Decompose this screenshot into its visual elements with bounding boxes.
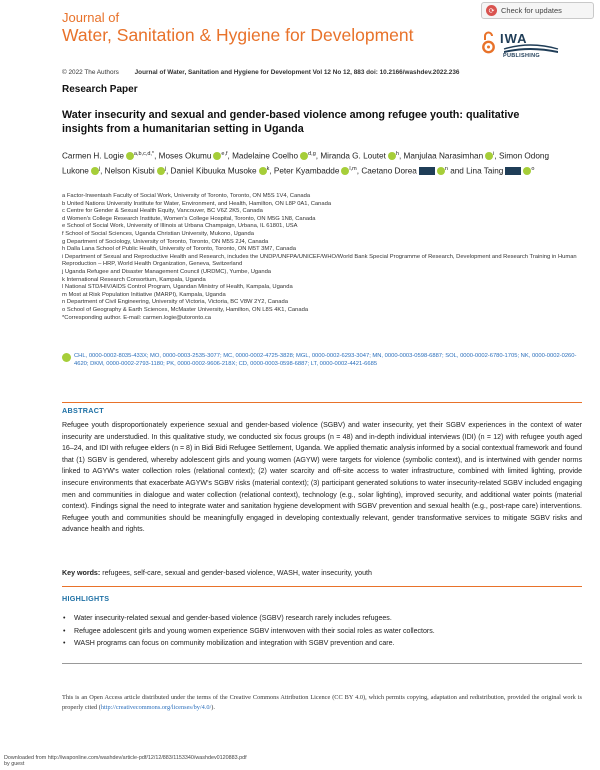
affiliation-item: j Uganda Refugee and Disaster Management Council (URDMC), Yumbe, Uganda [62, 268, 272, 275]
check-for-updates-button[interactable] [481, 2, 594, 19]
author-affiliation-sup: o [531, 166, 535, 173]
orcid-ids[interactable]: CHL, 0000-0002-8035-433X; MO, 0000-0003-2535-3077; MC, 0000-0002-4725-3828; MGL, 0000-0002-6293-3047; MN, 0000-0003-0598-6887; SOL, 0000-0002-6780-1705; NK, 0000-0002-0260-4620; DKM, 0000-0002-2793-1180; PK, 0000-0002-9606-218X; CD, 0000-0003-0598-6887; LT, 0000-0002-4421-6685 [74, 353, 577, 368]
article-title: Water insecurity and sexual and gender-based violence among refugee youth: qualitative insights from a humanitarian setting in Uganda [62, 109, 520, 135]
affiliation-item: g Department of Sociology, University of Toronto, Toronto, ON M5S 2J4, Canada [62, 238, 269, 245]
author-name: Daniel Kibuuka Musoke [170, 166, 257, 176]
journal-reference: Journal of Water, Sanitation and Hygiene for Development Vol 12 No 12, 883 doi: 10.2166/washdev.2022.236 [134, 69, 460, 76]
journal-title-line1: Journal of [62, 10, 120, 25]
author-affiliation-sup: a,b,c,d,* [133, 151, 155, 157]
author-name: Miranda G. Loutet [320, 151, 386, 161]
download-footer-line2: by guest [4, 761, 25, 767]
journal-title-line2: Water, Sanitation & Hygiene for Development [62, 25, 414, 45]
download-footer-line1: Downloaded from http://iwaponline.com/washdev/article-pdf/12/12/883/1153340/washdev0120883.pdf [4, 755, 247, 761]
author-affiliation-sup: l,m [349, 166, 357, 173]
open-access-icon [482, 30, 495, 55]
iwa-publishing-logo-sub: PUBLISHING [503, 53, 540, 59]
author-name: Lina Taing [466, 166, 504, 176]
orcid-icon[interactable] [485, 152, 493, 160]
affiliation-item: i Department of Sexual and Reproductive Health and Research, includes the UNDP/UNFPA/UNICEF/WHO/World Bank Special Programme of Research, Development and Research Training in Human Reproduction – HRP, World Health Organization, Geneva, Switzerland [62, 253, 577, 268]
highlights-heading: HIGHLIGHTS [62, 594, 110, 603]
author-affiliation-sup: k [266, 166, 270, 173]
orcid-icon[interactable] [437, 167, 445, 175]
affiliation-list [62, 193, 582, 322]
paper-type: Research Paper [62, 84, 138, 95]
affiliation-item: d Women's College Research Institute, Women's College Hospital, Toronto, ON M5G 1N8, Canada [62, 215, 316, 222]
iwa-member-icon [505, 167, 521, 175]
copyright-notice: © 2022 The Authors [62, 69, 119, 76]
author-affiliation-sup: e,f [221, 151, 228, 157]
keywords-text: refugees, self-care, sexual and gender-based violence, WASH, water insecurity, youth [102, 569, 372, 577]
affiliation-item: n Department of Civil Engineering, University of Victoria, Victoria, BC V8W 2Y2, Canada [62, 299, 288, 306]
affiliation-item: m Most at Risk Population Initiative (MARPI), Kampala, Uganda [62, 291, 226, 298]
author-name: Peter Kyambadde [273, 166, 340, 176]
refresh-icon: ⟳ [486, 5, 497, 16]
highlight-item: • Refugee adolescent girls and young women experience SGBV interwoven with their social roles as water collectors. [62, 626, 582, 639]
author-name: Simon Odong Lukone [62, 151, 550, 176]
download-footer [4, 755, 247, 767]
author-affiliation-sup: j [164, 166, 166, 173]
author-name: Moses Okumu [158, 151, 212, 161]
orcid-icon[interactable] [259, 167, 267, 175]
highlight-item: • Water insecurity-related sexual and gender-based violence (SGBV) research rarely includes refugees. [62, 613, 582, 626]
abstract-text: Refugee youth disproportionately experience sexual and gender-based violence (SGBV) and water insecurity, yet their SGBV experiences in the context of water insecurity are understudied. In this qualitative study, we conducted six focus groups (n = 48) and in-depth individual interviews (IDI) (n = 12) with refugee youth aged 16–24, and IDI with refugee elders (n = 8) in Bidi Bidi Refugee Settlement, Uganda. We applied thematic analysis informed by a social contextual framework and found that (1) SGBV is gendered, whereby adolescent girls and young women (AGYW) were targets for violence (symbolic context), and is intertwined with gender norms linked to AGYW's water collection roles (relational context); (2) water scarcity and off-site access to water infrastructure, combined with limited lighting, provide insecure environments that exacerbate AGYW's SGBV risks (material context); (3) participant generated solutions to water insecurity-related SGBV included engaging men and communities in dialogue and water collection (relational context), technology (e.g., solar lighting), improved security, and additional water points (material context). Findings signal the need to integrate water and sanitation hygiene development with SGBV prevention and sexual health (e.g., post-rape care) interventions. Refugee youth and communities should be meaningfully engaged in developing contextually relevant, gender transformative services to mitigate SGBV risks and advance health and rights. [62, 422, 582, 534]
keywords [62, 569, 582, 577]
iwa-member-icon [419, 167, 435, 175]
affiliation-item: *Corresponding author. E-mail: carmen.logie@utoronto.ca [62, 314, 211, 321]
orcid-icon[interactable] [157, 167, 165, 175]
keywords-label: Key words: [62, 569, 101, 577]
license-link[interactable]: http://creativecommons.org/licenses/by/4.0/ [100, 704, 212, 712]
author-affiliation-sup: i [493, 151, 495, 157]
author-affiliation-sup: j [98, 166, 101, 173]
affiliation-item: e School of Social Work, University of Illinois at Urbana Champaign, Urbana, IL 61801, USA [62, 223, 298, 230]
orcid-icon[interactable] [91, 167, 99, 175]
affiliation-item: b United Nations University Institute for Water, Environment, and Health, Hamilton, ON L8P 0A1, Canada [62, 200, 332, 207]
author-name: Caetano Dorea [361, 166, 417, 176]
author-name: Nelson Kisubi [104, 166, 155, 176]
author-affiliation-sup: n [444, 166, 448, 173]
author-affiliation-sup: d,g [308, 151, 316, 157]
orcid-icon[interactable] [126, 152, 134, 160]
orcid-icon[interactable] [388, 152, 396, 160]
highlights-list [62, 613, 582, 651]
author-name: Madelaine Coelho [232, 151, 299, 161]
citation-line [62, 69, 582, 76]
license-top-rule [62, 663, 582, 664]
iwa-publishing-logo: IWA [500, 31, 528, 46]
highlight-item: • WASH programs can focus on community mobilization and integration with SGBV prevention and care. [62, 638, 582, 651]
orcid-icon [62, 353, 71, 362]
check-for-updates-label: Check for updates [501, 6, 562, 15]
author-name: Manjulaa Narasimhan [403, 151, 484, 161]
affiliation-item: a Factor-Inwentash Faculty of Social Work, University of Toronto, Toronto, ON M5S 1V4, Canada [62, 193, 311, 199]
orcid-list [62, 352, 582, 369]
author-affiliation-sup: h [395, 151, 399, 157]
author-name: Carmen H. Logie [62, 151, 124, 161]
license-end: ). [211, 704, 215, 712]
affiliation-item: h Dalla Lana School of Public Health, University of Toronto, Toronto, ON M5T 3M7, Canada [62, 246, 296, 253]
affiliation-item: c Centre for Gender & Sexual Health Equity, Vancouver, BC V6Z 2K5, Canada [62, 208, 263, 215]
affiliation-item: f School of Social Sciences, Uganda Christian University, Mukono, Uganda [62, 230, 254, 237]
author-and: and [450, 166, 464, 176]
abstract-heading: ABSTRACT [62, 406, 104, 415]
affiliation-item: o School of Geography & Earth Sciences, McMaster University, Hamilton, ON L8S 4K1, Canada [62, 306, 309, 313]
affiliation-item: k International Research Consortium, Kampala, Uganda [62, 276, 206, 283]
affiliation-item: l National STD/HIV/AIDS Control Program, Ugandan Ministry of Health, Kampala, Uganda [62, 284, 293, 291]
license-text: This is an Open Access article distributed under the terms of the Creative Commons Attribution Licence (CC BY 4.0), which permits copying, adaptation and redistribution, provided the original work is properly cited ( [62, 694, 582, 712]
author-list: Carmen H. Logie $^{a,b,c,d,*}$, Moses Okumu $^{e,f}$, Madelaine Coelho $^{d,g}$, Miranda G. Loutet $^h$, Manjulaa Narasimhan $^i$, Simon Odong Lukone $^j$, Nelson Kisubi $^j$, Daniel Kibuuka Musoke $^k$, Peter Kyambadde $^{l,m}$, Caetano Dorea $^n$ and Lina Taing $^o$ [62, 151, 550, 176]
journal-title [62, 10, 482, 45]
orcid-icon[interactable] [300, 152, 308, 160]
license-notice [62, 693, 582, 714]
highlights-top-rule [62, 586, 582, 587]
abstract-top-rule [62, 402, 582, 403]
